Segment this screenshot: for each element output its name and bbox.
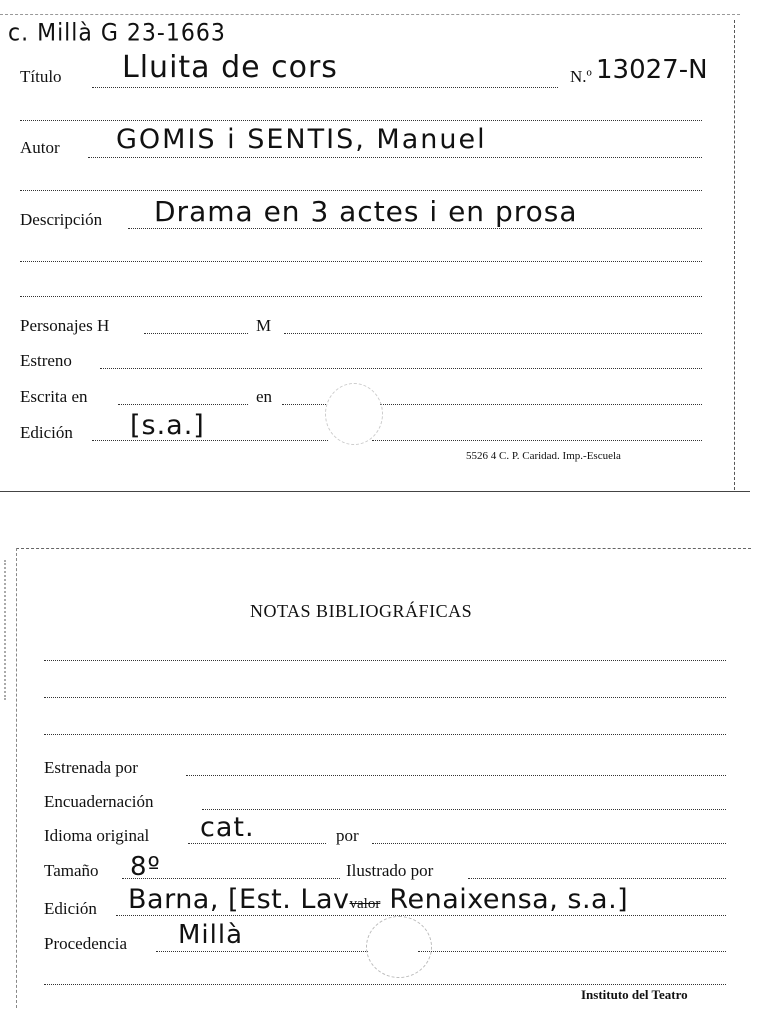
titulo-line-2 [20,120,702,121]
procedencia-label: Procedencia [44,934,128,953]
faint-stamp [325,383,383,445]
card-edge-right [734,20,735,490]
card-edge-bottom [0,491,750,492]
edicion-line [92,440,328,441]
card-edge-top [0,14,740,15]
numero-label: N.º [570,67,592,86]
procedencia-value: Millà [178,920,244,950]
notas-line-2 [44,697,726,698]
card2-edge-top [16,548,751,549]
escrita-en-line [282,404,326,405]
estreno-line [100,368,702,369]
ilustrado-line [468,878,726,879]
edicion-line-2 [372,440,702,441]
edicion2-value [128,884,628,915]
procedencia-line-2 [418,951,726,952]
idioma-value: cat. [200,812,255,843]
tamano-value: 8º [130,852,161,882]
personajes-label: Personajes H [20,316,110,335]
descripcion-line-2 [20,261,702,262]
card2-edge-left [16,548,17,1008]
idioma-por-line [372,843,726,844]
scan-edge-left [4,560,6,700]
notas-heading: NOTAS BIBLIOGRÁFICAS [250,601,473,621]
call-number-note: c. Millà G 23-1663 [8,19,226,47]
descripcion-value: Drama en 3 actes i en prosa [154,195,578,228]
encuadernacion-label: Encuadernación [44,792,154,811]
printer-imprint: 5526 4 C. P. Caridad. Imp.-Escuela [466,450,621,462]
notas-line-1 [44,660,726,661]
escrita-line [118,404,248,405]
estreno-label: Estreno [20,351,72,370]
encuadernacion-line [202,809,726,810]
titulo-label: Título [20,67,62,86]
autor-line [88,157,702,158]
faint-stamp-2 [366,916,432,978]
autor-label: Autor [20,138,60,157]
notas-line-3 [44,734,726,735]
edicion2-label: Edición [44,899,97,918]
titulo-line [92,87,558,88]
numero-value: 13027-N [596,55,708,85]
edicion2-value-part2: Renaixensa, s.a.] [389,884,629,915]
final-line [44,984,726,985]
edicion2-line [116,915,726,916]
idioma-line [188,843,326,844]
tamano-label: Tamaño [44,861,99,880]
edicion-value: [s.a.] [130,410,205,441]
personajes-m-line [284,333,702,334]
ilustrado-label: Ilustrado por [346,861,434,880]
idioma-por-label: por [336,826,359,845]
personajes-h-line [144,333,248,334]
idioma-label: Idioma original [44,826,150,845]
autor-line-2 [20,190,702,191]
estrenada-line [186,775,726,776]
titulo-value: Lluita de cors [122,50,338,85]
procedencia-line [156,951,368,952]
escrita-en-line-2 [380,404,702,405]
descripcion-line [128,228,702,229]
edicion2-struck: valor [349,896,381,912]
estrenada-label: Estrenada por [44,758,138,777]
edicion2-value-part1: Barna, [Est. Lav [128,884,350,915]
escrita-en-label: en [256,387,273,406]
descripcion-label: Descripción [20,210,103,229]
edicion-label: Edición [20,423,73,442]
descripcion-line-3 [20,296,702,297]
personajes-m-label: M [256,316,272,335]
autor-value: GOMIS i SENTIS, Manuel [116,124,487,155]
escrita-label: Escrita en [20,387,88,406]
institute-footer: Instituto del Teatro [581,987,688,1002]
